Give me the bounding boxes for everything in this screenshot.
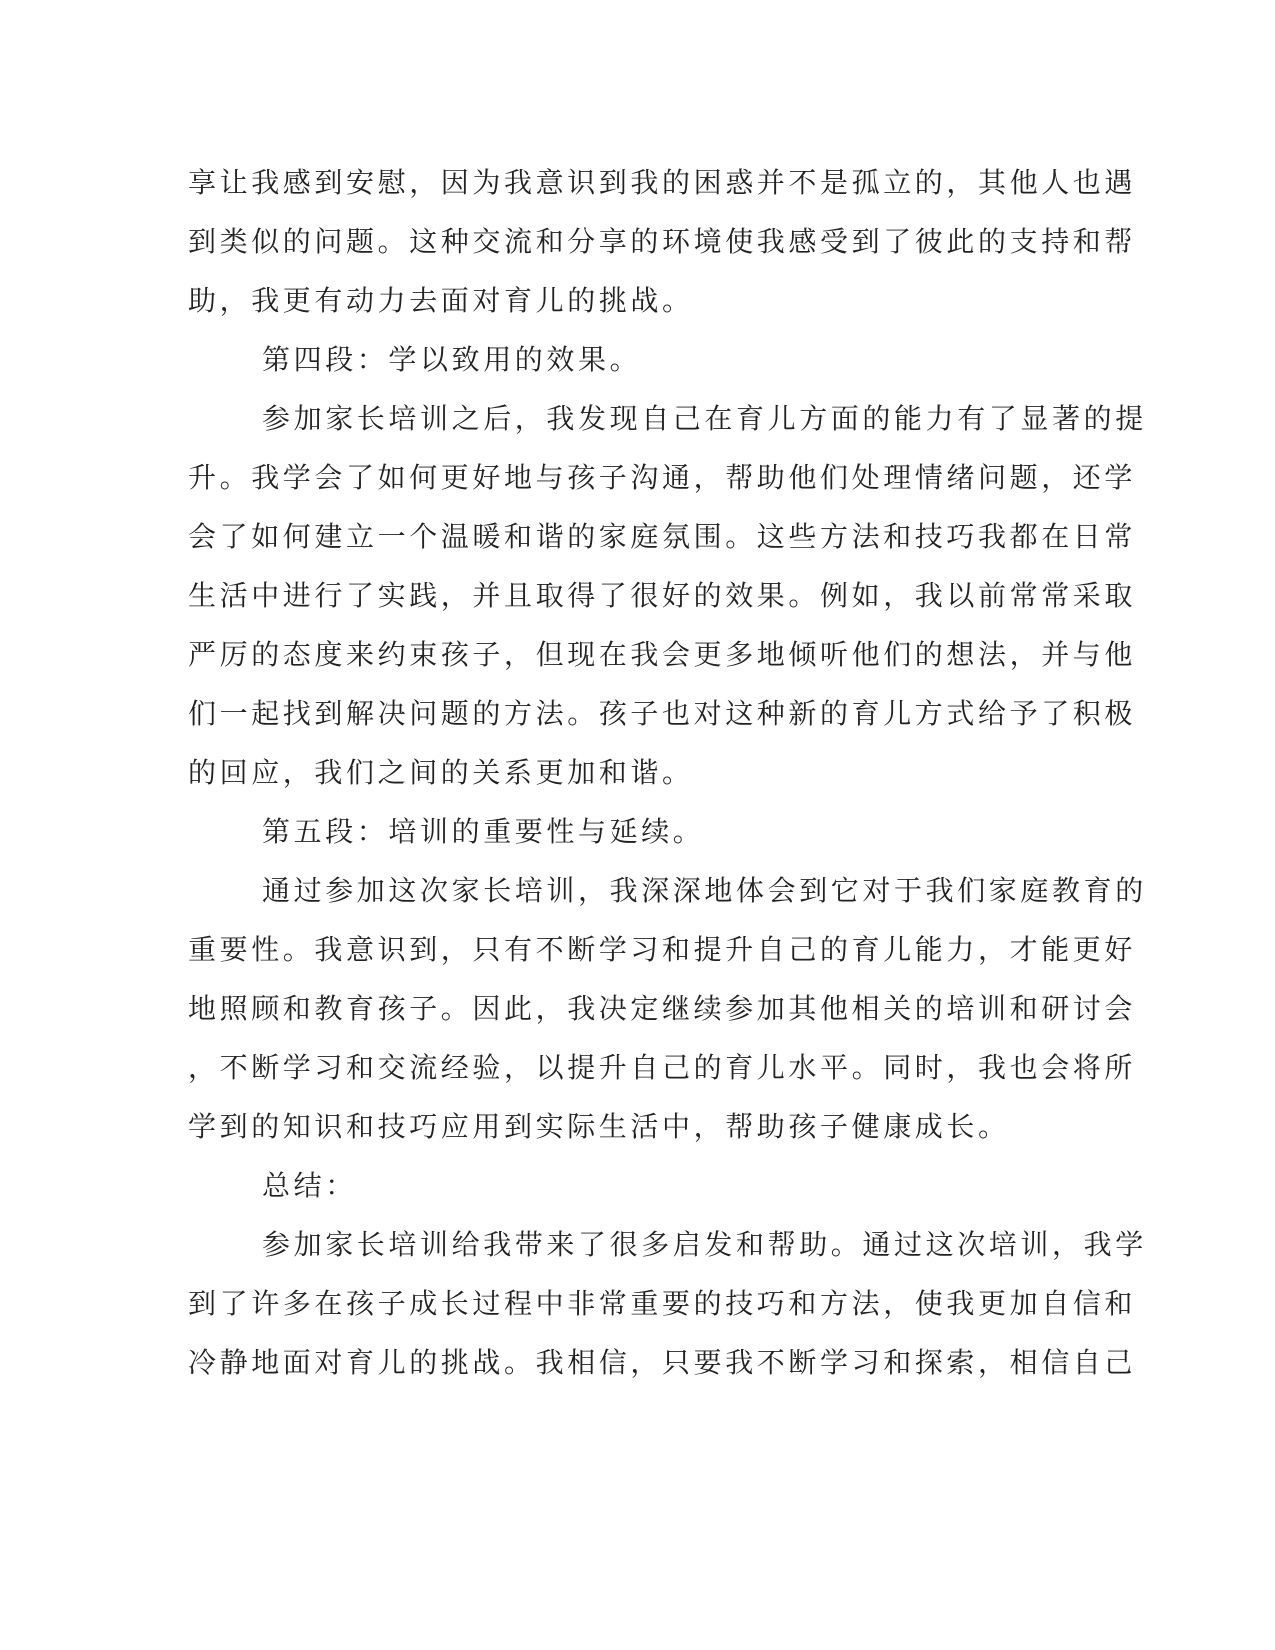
text-line: 重要性。我意识到，只有不断学习和提升自己的育儿能力，才能更好: [188, 933, 1137, 966]
text-line: 参加家长培训之后，我发现自己在育儿方面的能力有了显著的提: [262, 402, 1147, 435]
text-line: 升。我学会了如何更好地与孩子沟通，帮助他们处理情绪问题，还学: [188, 461, 1137, 494]
text-line: 严厉的态度来约束孩子，但现在我会更多地倾听他们的想法，并与他: [188, 638, 1137, 671]
text-line: 们一起找到解决问题的方法。孩子也对这种新的育儿方式给予了积极: [188, 697, 1137, 730]
text-line: 通过参加这次家长培训，我深深地体会到它对于我们家庭教育的: [262, 874, 1147, 907]
text-line: 生活中进行了实践，并且取得了很好的效果。例如，我以前常常采取: [188, 579, 1137, 612]
text-line: 地照顾和教育孩子。因此，我决定继续参加其他相关的培训和研讨会: [188, 992, 1137, 1025]
text-line: 到了许多在孩子成长过程中非常重要的技巧和方法，使我更加自信和: [188, 1287, 1137, 1320]
section-heading: 总结：: [262, 1169, 357, 1202]
text-line: 冷静地面对育儿的挑战。我相信，只要我不断学习和探索，相信自己: [188, 1346, 1137, 1379]
section-heading: 第五段：培训的重要性与延续。: [262, 815, 705, 848]
section-heading: 第四段：学以致用的效果。: [262, 343, 642, 376]
text-line: 享让我感到安慰，因为我意识到我的困惑并不是孤立的，其他人也遇: [188, 166, 1137, 199]
text-line: ，不断学习和交流经验，以提升自己的育儿水平。同时，我也会将所: [188, 1051, 1137, 1084]
text-line: 助，我更有动力去面对育儿的挑战。: [188, 284, 694, 317]
text-line: 参加家长培训给我带来了很多启发和帮助。通过这次培训，我学: [262, 1228, 1147, 1261]
text-line: 会了如何建立一个温暖和谐的家庭氛围。这些方法和技巧我都在日常: [188, 520, 1137, 553]
text-line: 的回应，我们之间的关系更加和谐。: [188, 756, 694, 789]
text-line: 学到的知识和技巧应用到实际生活中，帮助孩子健康成长。: [188, 1110, 1010, 1143]
text-line: 到类似的问题。这种交流和分享的环境使我感受到了彼此的支持和帮: [188, 225, 1137, 258]
